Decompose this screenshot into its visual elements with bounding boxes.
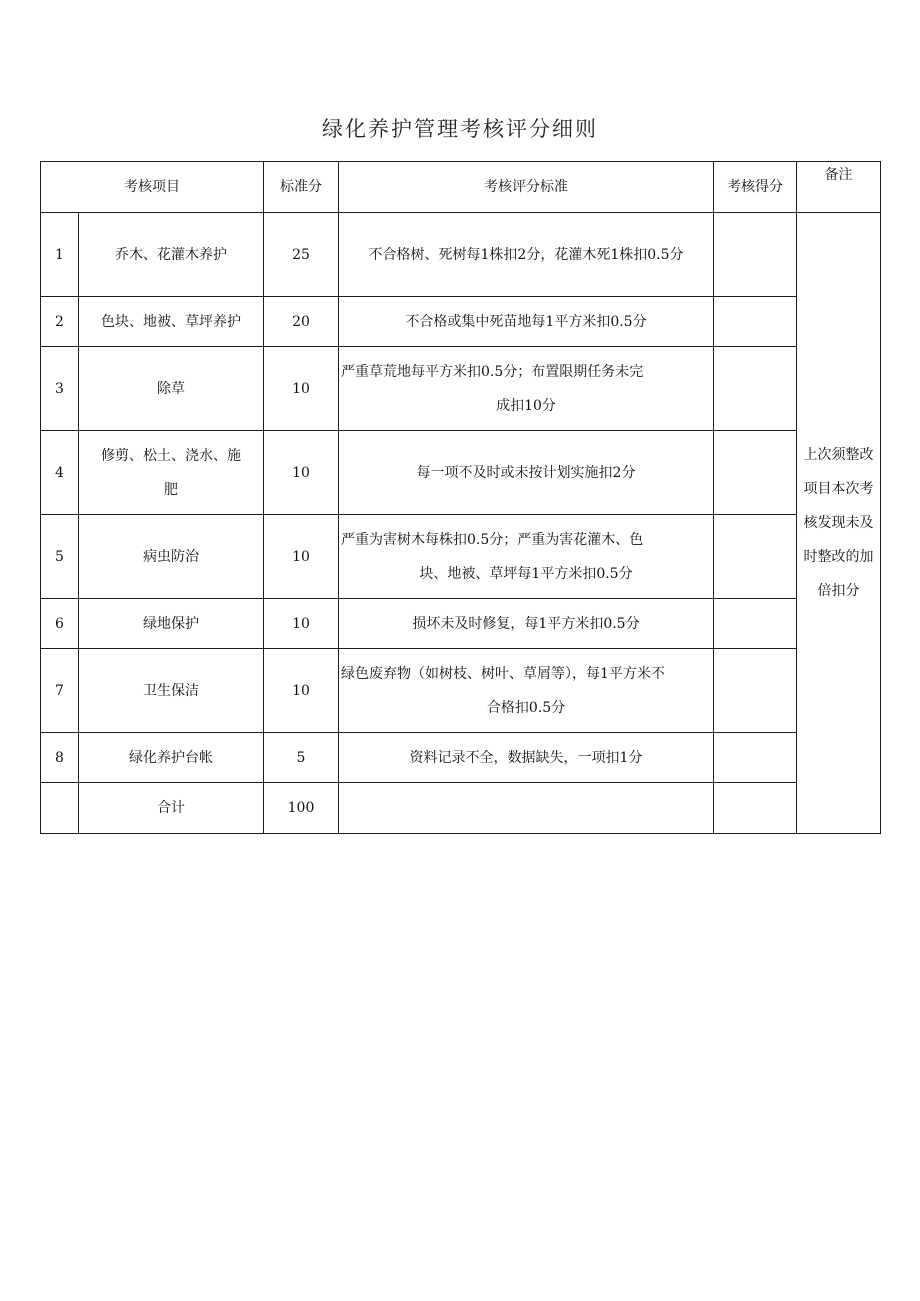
row-item-line2: 肥 <box>164 481 178 498</box>
row-number: 2 <box>41 297 79 347</box>
row-obtained-score <box>714 733 797 783</box>
row-item: 乔木、花灌木养护 <box>79 213 264 297</box>
row-criteria: 损坏未及时修复，每1平方米扣0.5分 <box>339 599 714 649</box>
row-item: 绿化养护台帐 <box>79 733 264 783</box>
row-score: 10 <box>264 515 339 599</box>
remark-line: 项目本次考 <box>803 481 874 497</box>
row-criteria <box>339 783 714 834</box>
row-number: 1 <box>41 213 79 297</box>
remark-line: 倍扣分 <box>817 583 860 599</box>
row-score: 5 <box>264 733 339 783</box>
header-obtained-score: 考核得分 <box>714 162 797 213</box>
row-number: 7 <box>41 649 79 733</box>
header-remark: 备注 <box>797 162 881 213</box>
row-item: 绿地保护 <box>79 599 264 649</box>
row-criteria <box>339 649 714 733</box>
row-number: 5 <box>41 515 79 599</box>
row-criteria: 不合格树、死树每1株扣2分，花灌木死1株扣0.5分 <box>339 213 714 297</box>
table-row <box>41 733 881 783</box>
row-item: 卫生保洁 <box>79 649 264 733</box>
table-row <box>41 213 881 297</box>
row-criteria-line2: 成扣10分 <box>496 397 556 414</box>
table-row <box>41 431 881 515</box>
row-obtained-score <box>714 297 797 347</box>
remark-line: 核发现未及 <box>803 515 874 531</box>
table-row <box>41 347 881 431</box>
row-number: 8 <box>41 733 79 783</box>
row-score: 25 <box>264 213 339 297</box>
remark-line: 上次须整改 <box>803 447 874 463</box>
row-number: 4 <box>41 431 79 515</box>
row-criteria: 资料记录不全，数据缺失，一项扣1分 <box>339 733 714 783</box>
row-criteria-line1: 严重为害树木每株扣0.5分；严重为害花灌木、色 <box>341 531 644 548</box>
total-score: 100 <box>264 783 339 834</box>
header-item: 考核项目 <box>41 162 264 213</box>
row-obtained-score <box>714 649 797 733</box>
row-criteria-line1: 严重草荒地每平方米扣0.5分；布置限期任务未完 <box>341 363 644 380</box>
header-criteria: 考核评分标准 <box>339 162 714 213</box>
row-obtained-score <box>714 515 797 599</box>
row-score: 10 <box>264 347 339 431</box>
row-criteria-line2: 合格扣0.5分 <box>486 699 566 716</box>
row-score: 10 <box>264 431 339 515</box>
remark-line: 时整改的加 <box>803 549 874 565</box>
row-item: 病虫防治 <box>79 515 264 599</box>
page-title: 绿化养护管理考核评分细则 <box>322 117 598 141</box>
row-criteria-line1: 绿色废弃物（如树枝、树叶、草屑等），每1平方米不 <box>341 665 665 682</box>
table-header-row <box>41 162 881 213</box>
total-row <box>41 783 881 834</box>
row-criteria: 不合格或集中死苗地每1平方米扣0.5分 <box>339 297 714 347</box>
row-obtained-score <box>714 347 797 431</box>
row-criteria: 每一项不及时或未按计划实施扣2分 <box>339 431 714 515</box>
row-score: 10 <box>264 599 339 649</box>
table-row <box>41 515 881 599</box>
header-standard-score: 标准分 <box>264 162 339 213</box>
row-number: 6 <box>41 599 79 649</box>
row-item-line1: 修剪、松土、浇水、施 <box>101 447 241 464</box>
row-criteria <box>339 515 714 599</box>
total-label: 合计 <box>79 783 264 834</box>
row-obtained-score <box>714 783 797 834</box>
row-number <box>41 783 79 834</box>
row-obtained-score <box>714 599 797 649</box>
table-row <box>41 297 881 347</box>
table-row <box>41 599 881 649</box>
row-item <box>79 431 264 515</box>
row-obtained-score <box>714 213 797 297</box>
row-score: 10 <box>264 649 339 733</box>
row-criteria <box>339 347 714 431</box>
remark-cell <box>797 213 881 834</box>
row-number: 3 <box>41 347 79 431</box>
table-row <box>41 649 881 733</box>
row-item: 除草 <box>79 347 264 431</box>
scoring-table <box>40 161 881 834</box>
row-criteria-line2: 块、地被、草坪每1平方米扣0.5分 <box>419 565 633 582</box>
row-item: 色块、地被、草坪养护 <box>79 297 264 347</box>
row-obtained-score <box>714 431 797 515</box>
row-score: 20 <box>264 297 339 347</box>
